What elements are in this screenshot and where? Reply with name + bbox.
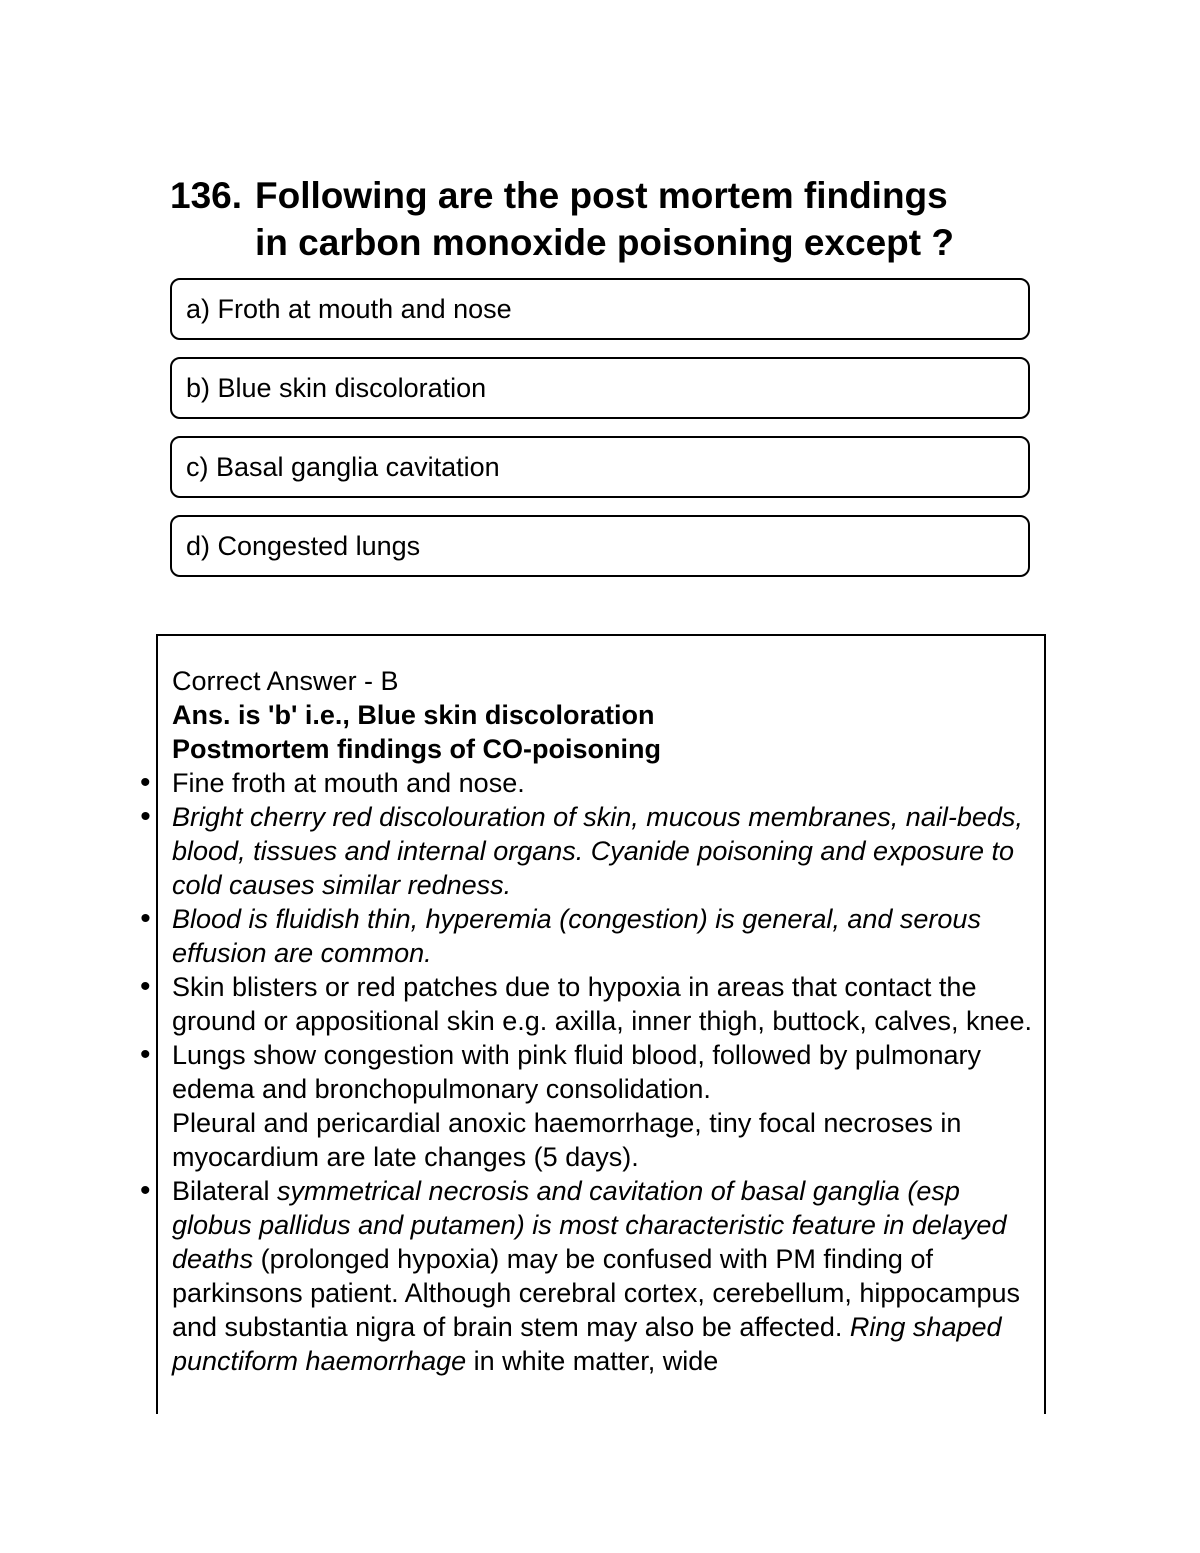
- finding-pleural-text: Pleural and pericardial anoxic haemorrhage, tiny focal necroses in myocardium are late changes (5 days).: [172, 1108, 962, 1172]
- question-text-line1: Following are the post mortem findings: [255, 175, 948, 216]
- finding-ring-end: in white matter, wide: [466, 1346, 719, 1376]
- answer-line: Ans. is 'b' i.e., Blue skin discoloration: [172, 700, 655, 730]
- correct-answer: Correct Answer - B: [172, 666, 399, 696]
- finding-basal-ganglia: [172, 1174, 1042, 1378]
- option-d[interactable]: d) Congested lungs: [170, 515, 1030, 577]
- answer-explanation-box: [156, 634, 1046, 1414]
- finding-cherry-red: • Bright cherry red discolouration of skin, mucous membranes, nail-beds, blood, tissues and internal organs. Cyanide poisoning and exposure to cold causes similar redness.: [172, 800, 1042, 902]
- finding-bilateral-start: Bilateral: [172, 1176, 278, 1206]
- answer-content: [172, 664, 1042, 1378]
- finding-lungs: [172, 1038, 1042, 1174]
- findings-heading: Postmortem findings of CO-poisoning: [172, 734, 661, 764]
- findings-list: [172, 766, 1042, 1378]
- finding-ring-italic: Ring shaped punctiform haemorrhage: [172, 1312, 1002, 1376]
- finding-skin-blisters: • Skin blisters or red patches due to hypoxia in areas that contact the ground or appositional skin e.g. axilla, inner thigh, buttock, calves, knee.: [172, 970, 1042, 1038]
- question-number: 136.: [170, 175, 243, 216]
- finding-lungs-text: Lungs show congestion with pink fluid blood, followed by pulmonary edema and bronchopulmonary consolidation.: [172, 1040, 981, 1104]
- option-c[interactable]: c) Basal ganglia cavitation: [170, 436, 1030, 498]
- option-b[interactable]: b) Blue skin discoloration: [170, 357, 1030, 419]
- finding-blood: • Blood is fluidish thin, hyperemia (congestion) is general, and serous effusion are common.: [172, 902, 1042, 970]
- question-text-line2: in carbon monoxide poisoning except ?: [255, 222, 954, 263]
- question-heading: [170, 172, 1050, 266]
- finding-bilateral-mid: (prolonged hypoxia) may be confused with PM finding of parkinsons patient. Although cerebral cortex, cerebellum, hippocampus and substantia nigra of brain stem may also be affected.: [172, 1244, 1020, 1342]
- finding-froth: • Fine froth at mouth and nose.: [172, 766, 1042, 800]
- finding-bilateral-italic: symmetrical necrosis and cavitation of basal ganglia (esp globus pallidus and putamen) is most characteristic feature in delayed deaths: [172, 1176, 1007, 1274]
- option-a[interactable]: a) Froth at mouth and nose: [170, 278, 1030, 340]
